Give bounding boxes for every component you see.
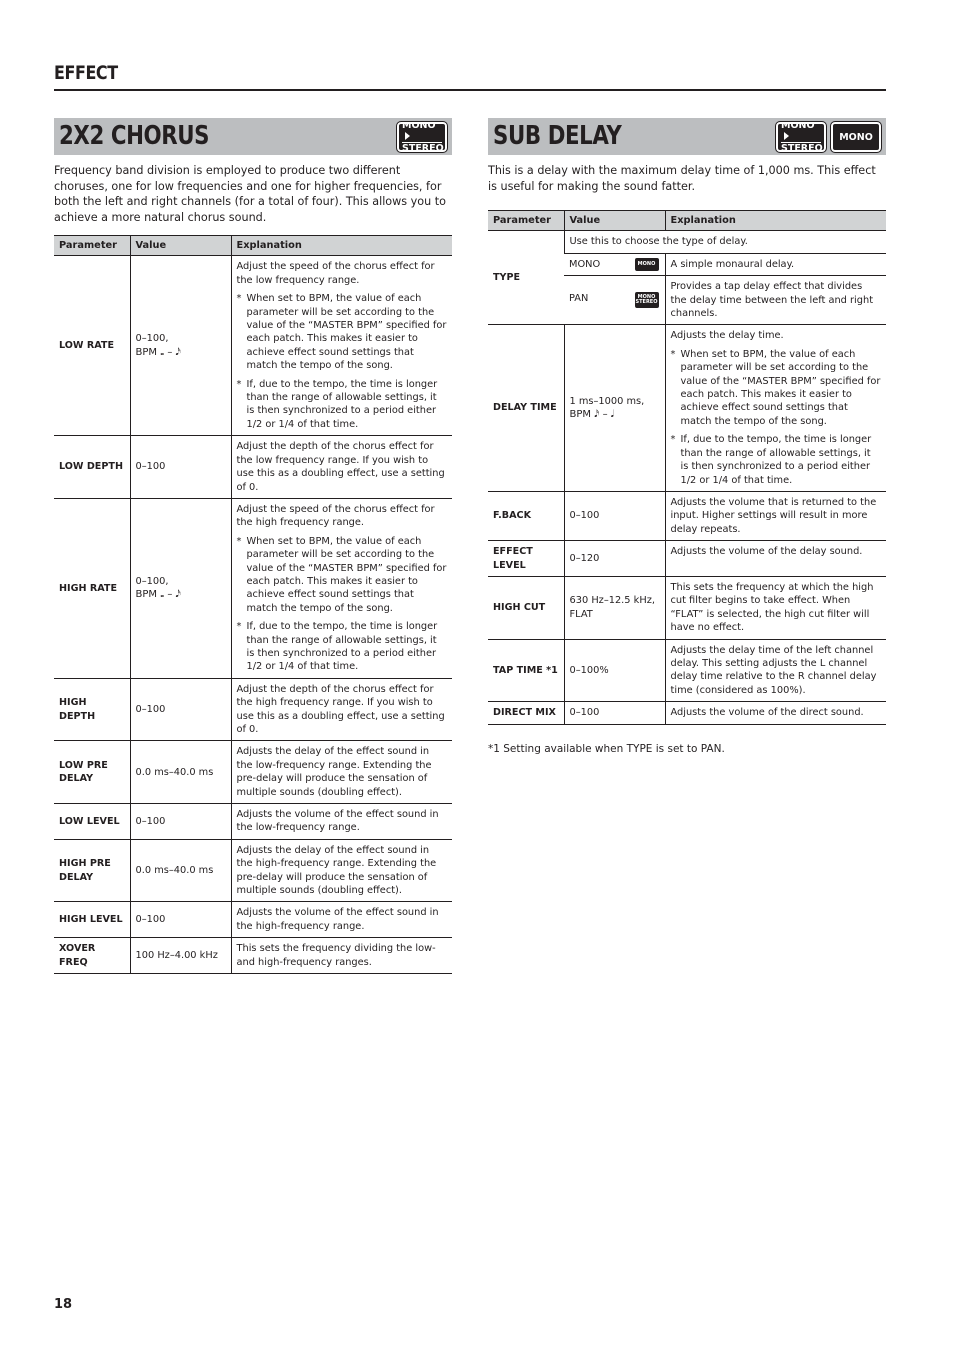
param-value bbox=[130, 498, 231, 678]
explanation-note bbox=[237, 292, 448, 372]
table-header-row bbox=[54, 236, 452, 256]
table-row bbox=[54, 436, 452, 499]
explanation-note bbox=[671, 433, 882, 487]
type-description: Use this to choose the type of delay. bbox=[564, 231, 886, 253]
note-asterisk: * bbox=[670, 434, 676, 446]
explanation-text: Adjusts the volume of the effect sound in the high-frequency range. bbox=[236, 907, 439, 932]
value-range: 0–100, bbox=[135, 333, 169, 345]
table-row bbox=[54, 498, 452, 678]
header-explanation: Explanation bbox=[665, 211, 886, 231]
explanation-text: Adjusts the delay of the effect sound in the low-frequency range. Extending the pre-delay will produce the sensation of multiple sounds (doubling effect). bbox=[236, 746, 432, 798]
subdelay-parameter-table bbox=[488, 210, 886, 725]
note-text: If, due to the tempo, the time is longer than the range of allowable settings, it is then synchronized to a period either 1/2 or 1/4 of that time. bbox=[680, 434, 872, 486]
table-row bbox=[488, 325, 886, 491]
note-asterisk: * bbox=[236, 535, 242, 547]
param-name: F.BACK bbox=[488, 491, 564, 540]
explanation-text: This sets the frequency dividing the low- and high-frequency ranges. bbox=[236, 943, 436, 968]
subdelay-title: SUB DELAY bbox=[493, 121, 622, 151]
table-row bbox=[54, 902, 452, 938]
param-value bbox=[130, 436, 231, 499]
table-row bbox=[54, 741, 452, 804]
explanation-text: Adjust the depth of the chorus effect for the high frequency range. If you wish to use this as a doubling effect, use a setting of 0. bbox=[236, 683, 445, 735]
explanation-text: Adjusts the volume that is returned to the input. Higher settings will result in more delay repeats. bbox=[670, 496, 877, 535]
param-name: DELAY TIME bbox=[488, 325, 564, 491]
note-text: When set to BPM, the value of each parameter will be set according to the value of the “MASTER BPM” specified for each patch. This makes it easier to achieve effect sound settings that match the tempo of the song. bbox=[246, 535, 447, 614]
table-row bbox=[488, 541, 886, 577]
param-value bbox=[564, 541, 665, 577]
explanation-note bbox=[671, 348, 882, 428]
header-parameter: Parameter bbox=[54, 236, 130, 256]
note-text: If, due to the tempo, the time is longer than the range of allowable settings, it is then synchronized to a period either 1/2 or 1/4 of that time. bbox=[246, 621, 438, 673]
badge-mono-label: MONO bbox=[402, 120, 442, 142]
type-option-explanation: A simple monaural delay. bbox=[665, 253, 886, 275]
explanation-text: Adjusts the volume of the effect sound in the low-frequency range. bbox=[236, 809, 439, 834]
table-row bbox=[488, 702, 886, 724]
type-option-value bbox=[564, 253, 665, 275]
param-explanation bbox=[231, 256, 452, 436]
param-name: LOW RATE bbox=[54, 256, 130, 436]
param-explanation bbox=[231, 741, 452, 804]
header-value: Value bbox=[130, 236, 231, 256]
value-bpm-range: BPM 𝅘𝅥𝅯 – 𝅘𝅥 bbox=[569, 409, 614, 421]
explanation-text: Adjusts the volume of the direct sound. bbox=[670, 707, 864, 719]
value-range: 100 Hz–4.00 kHz bbox=[135, 949, 218, 961]
note-text: If, due to the tempo, the time is longer than the range of allowable settings, it is then synchronized to a period either 1/2 or 1/4 of that time. bbox=[246, 378, 438, 430]
badge-mono-label: MONO bbox=[839, 131, 873, 143]
section-divider bbox=[54, 89, 886, 91]
header-parameter: Parameter bbox=[488, 211, 564, 231]
table-row bbox=[488, 491, 886, 540]
param-value bbox=[130, 256, 231, 436]
chorus-title-band bbox=[54, 118, 452, 155]
value-range: 0.0 ms–40.0 ms bbox=[135, 766, 214, 778]
option-label: MONO bbox=[569, 258, 601, 270]
param-value bbox=[130, 741, 231, 804]
badge-stereo-label: STEREO bbox=[781, 143, 823, 154]
param-name: LOW PRE DELAY bbox=[54, 741, 130, 804]
type-option-explanation: Provides a tap delay effect that divides the delay time between the left and right channels. bbox=[665, 276, 886, 325]
param-name: EFFECT LEVEL bbox=[488, 541, 564, 577]
param-explanation bbox=[665, 325, 886, 491]
value-range: 0–100 bbox=[569, 707, 600, 719]
param-explanation bbox=[665, 541, 886, 577]
param-explanation bbox=[665, 491, 886, 540]
value-range: 1 ms–1000 ms, bbox=[569, 395, 645, 407]
value-bpm-range: BPM 𝅝 – 𝅘𝅥𝅯 bbox=[135, 589, 181, 601]
value-range: 0–100 bbox=[135, 461, 166, 473]
param-value bbox=[130, 804, 231, 840]
table-row bbox=[54, 839, 452, 902]
param-value bbox=[130, 902, 231, 938]
param-explanation bbox=[665, 639, 886, 702]
value-range: 0–100 bbox=[135, 914, 166, 926]
table-row bbox=[488, 576, 886, 639]
param-value bbox=[130, 938, 231, 974]
header-explanation: Explanation bbox=[231, 236, 452, 256]
param-explanation bbox=[231, 938, 452, 974]
badge-mono-label: MONO bbox=[781, 120, 821, 142]
param-value bbox=[564, 576, 665, 639]
param-value bbox=[564, 491, 665, 540]
mono-stereo-badge bbox=[776, 122, 826, 152]
type-option-value bbox=[564, 276, 665, 325]
param-name: HIGH LEVEL bbox=[54, 902, 130, 938]
explanation-note bbox=[237, 535, 448, 615]
note-asterisk: * bbox=[236, 293, 242, 305]
explanation-text: Adjusts the volume of the delay sound. bbox=[670, 546, 863, 558]
chorus-column bbox=[54, 118, 452, 974]
explanation-text: This sets the frequency at which the high cut filter begins to take effect. When “FLAT” is selected, the high cut filter will have no effect. bbox=[670, 581, 874, 634]
chorus-badges bbox=[397, 122, 447, 152]
value-bpm-range: BPM 𝅝 – 𝅘𝅥𝅯 bbox=[135, 346, 181, 358]
page-number: 18 bbox=[54, 1297, 73, 1312]
table-header-row bbox=[488, 211, 886, 231]
explanation-text: Adjust the speed of the chorus effect for the high frequency range. bbox=[236, 503, 435, 529]
param-name: HIGH PRE DELAY bbox=[54, 839, 130, 902]
param-explanation bbox=[231, 498, 452, 678]
value-range: 0–100, bbox=[135, 575, 169, 587]
table-row bbox=[54, 256, 452, 436]
subdelay-badges bbox=[776, 122, 881, 152]
param-explanation bbox=[231, 678, 452, 741]
explanation-text: Adjust the depth of the chorus effect for the low frequency range. If you wish to use this as a doubling effect, use a setting of 0. bbox=[236, 441, 445, 493]
param-value bbox=[130, 678, 231, 741]
param-explanation bbox=[665, 702, 886, 724]
chorus-parameter-table bbox=[54, 235, 452, 974]
table-row bbox=[54, 678, 452, 741]
param-explanation bbox=[665, 576, 886, 639]
mono-stereo-badge bbox=[397, 122, 447, 152]
param-explanation bbox=[231, 804, 452, 840]
param-name: TAP TIME *1 bbox=[488, 639, 564, 702]
value-range: 0–100 bbox=[135, 815, 166, 827]
param-explanation bbox=[231, 436, 452, 499]
param-explanation bbox=[231, 839, 452, 902]
value-range: 0–100% bbox=[569, 664, 609, 676]
explanation-text: Adjusts the delay time of the left channel delay. This setting adjusts the L channel delay time relative to the R channel delay time (considered as 100%). bbox=[670, 644, 877, 696]
explanation-text: Adjusts the delay of the effect sound in the high-frequency range. Extending the pre-delay will produce the sensation of multiple sounds (doubling effect). bbox=[236, 844, 437, 897]
explanation-note bbox=[237, 620, 448, 674]
param-name: HIGH RATE bbox=[54, 498, 130, 678]
explanation-text: Adjust the speed of the chorus effect for the low frequency range. bbox=[236, 261, 435, 286]
mono-mini-badge bbox=[635, 258, 659, 271]
chorus-title: 2X2 CHORUS bbox=[59, 121, 210, 151]
chorus-intro: Frequency band division is employed to produce two different choruses, one for low frequencies and one for higher frequencies, for both the left and right channels (for a total of four). This allows you to achieve a more natural chorus sound. bbox=[54, 164, 447, 224]
note-text: When set to BPM, the value of each parameter will be set according to the value of the “MASTER BPM” specified for each patch. This makes it easier to achieve effect sound settings that match the tempo of the song. bbox=[680, 348, 881, 427]
param-name: HIGH DEPTH bbox=[54, 678, 130, 741]
value-range: 0–100 bbox=[569, 510, 600, 522]
mini-badge-label: STEREO bbox=[635, 299, 658, 306]
value-range: 630 Hz–12.5 kHz, FLAT bbox=[569, 595, 655, 620]
mini-badge-label: MONO bbox=[637, 293, 656, 300]
note-text: When set to BPM, the value of each parameter will be set according to the value of the “MASTER BPM” specified for each patch. This makes it easier to achieve effect sound settings that match the tempo of the song. bbox=[246, 293, 447, 372]
param-name: LOW LEVEL bbox=[54, 804, 130, 840]
mini-badge-label: MONO bbox=[637, 260, 656, 267]
param-value bbox=[130, 839, 231, 902]
explanation-note bbox=[237, 378, 448, 432]
table-row bbox=[54, 804, 452, 840]
param-value bbox=[564, 639, 665, 702]
param-name: XOVER FREQ bbox=[54, 938, 130, 974]
table-row bbox=[54, 938, 452, 974]
value-range: 0.0 ms–40.0 ms bbox=[135, 864, 214, 876]
param-name: DIRECT MIX bbox=[488, 702, 564, 724]
table-row-type bbox=[488, 231, 886, 253]
note-asterisk: * bbox=[670, 348, 676, 360]
param-explanation bbox=[231, 902, 452, 938]
param-name: HIGH CUT bbox=[488, 576, 564, 639]
value-range: 0–120 bbox=[569, 552, 600, 564]
note-asterisk: * bbox=[236, 378, 242, 390]
note-asterisk: * bbox=[236, 621, 242, 633]
section-title: EFFECT bbox=[54, 62, 118, 84]
mono-stereo-mini-badge bbox=[635, 292, 659, 308]
badge-stereo-label: STEREO bbox=[402, 143, 444, 154]
param-value bbox=[564, 325, 665, 491]
table-row bbox=[488, 639, 886, 702]
subdelay-title-band bbox=[488, 118, 886, 155]
subdelay-intro: This is a delay with the maximum delay time of 1,000 ms. This effect is useful for making the sound fatter. bbox=[488, 164, 876, 193]
option-label: PAN bbox=[569, 293, 589, 305]
param-value bbox=[564, 702, 665, 724]
mono-badge bbox=[831, 122, 881, 152]
param-name: TYPE bbox=[488, 231, 564, 325]
param-name: LOW DEPTH bbox=[54, 436, 130, 499]
header-value: Value bbox=[564, 211, 665, 231]
subdelay-column bbox=[488, 118, 886, 755]
value-range: 0–100 bbox=[135, 703, 166, 715]
explanation-text: Adjusts the delay time. bbox=[670, 330, 784, 342]
footnote: *1 Setting available when TYPE is set to PAN. bbox=[488, 742, 725, 755]
